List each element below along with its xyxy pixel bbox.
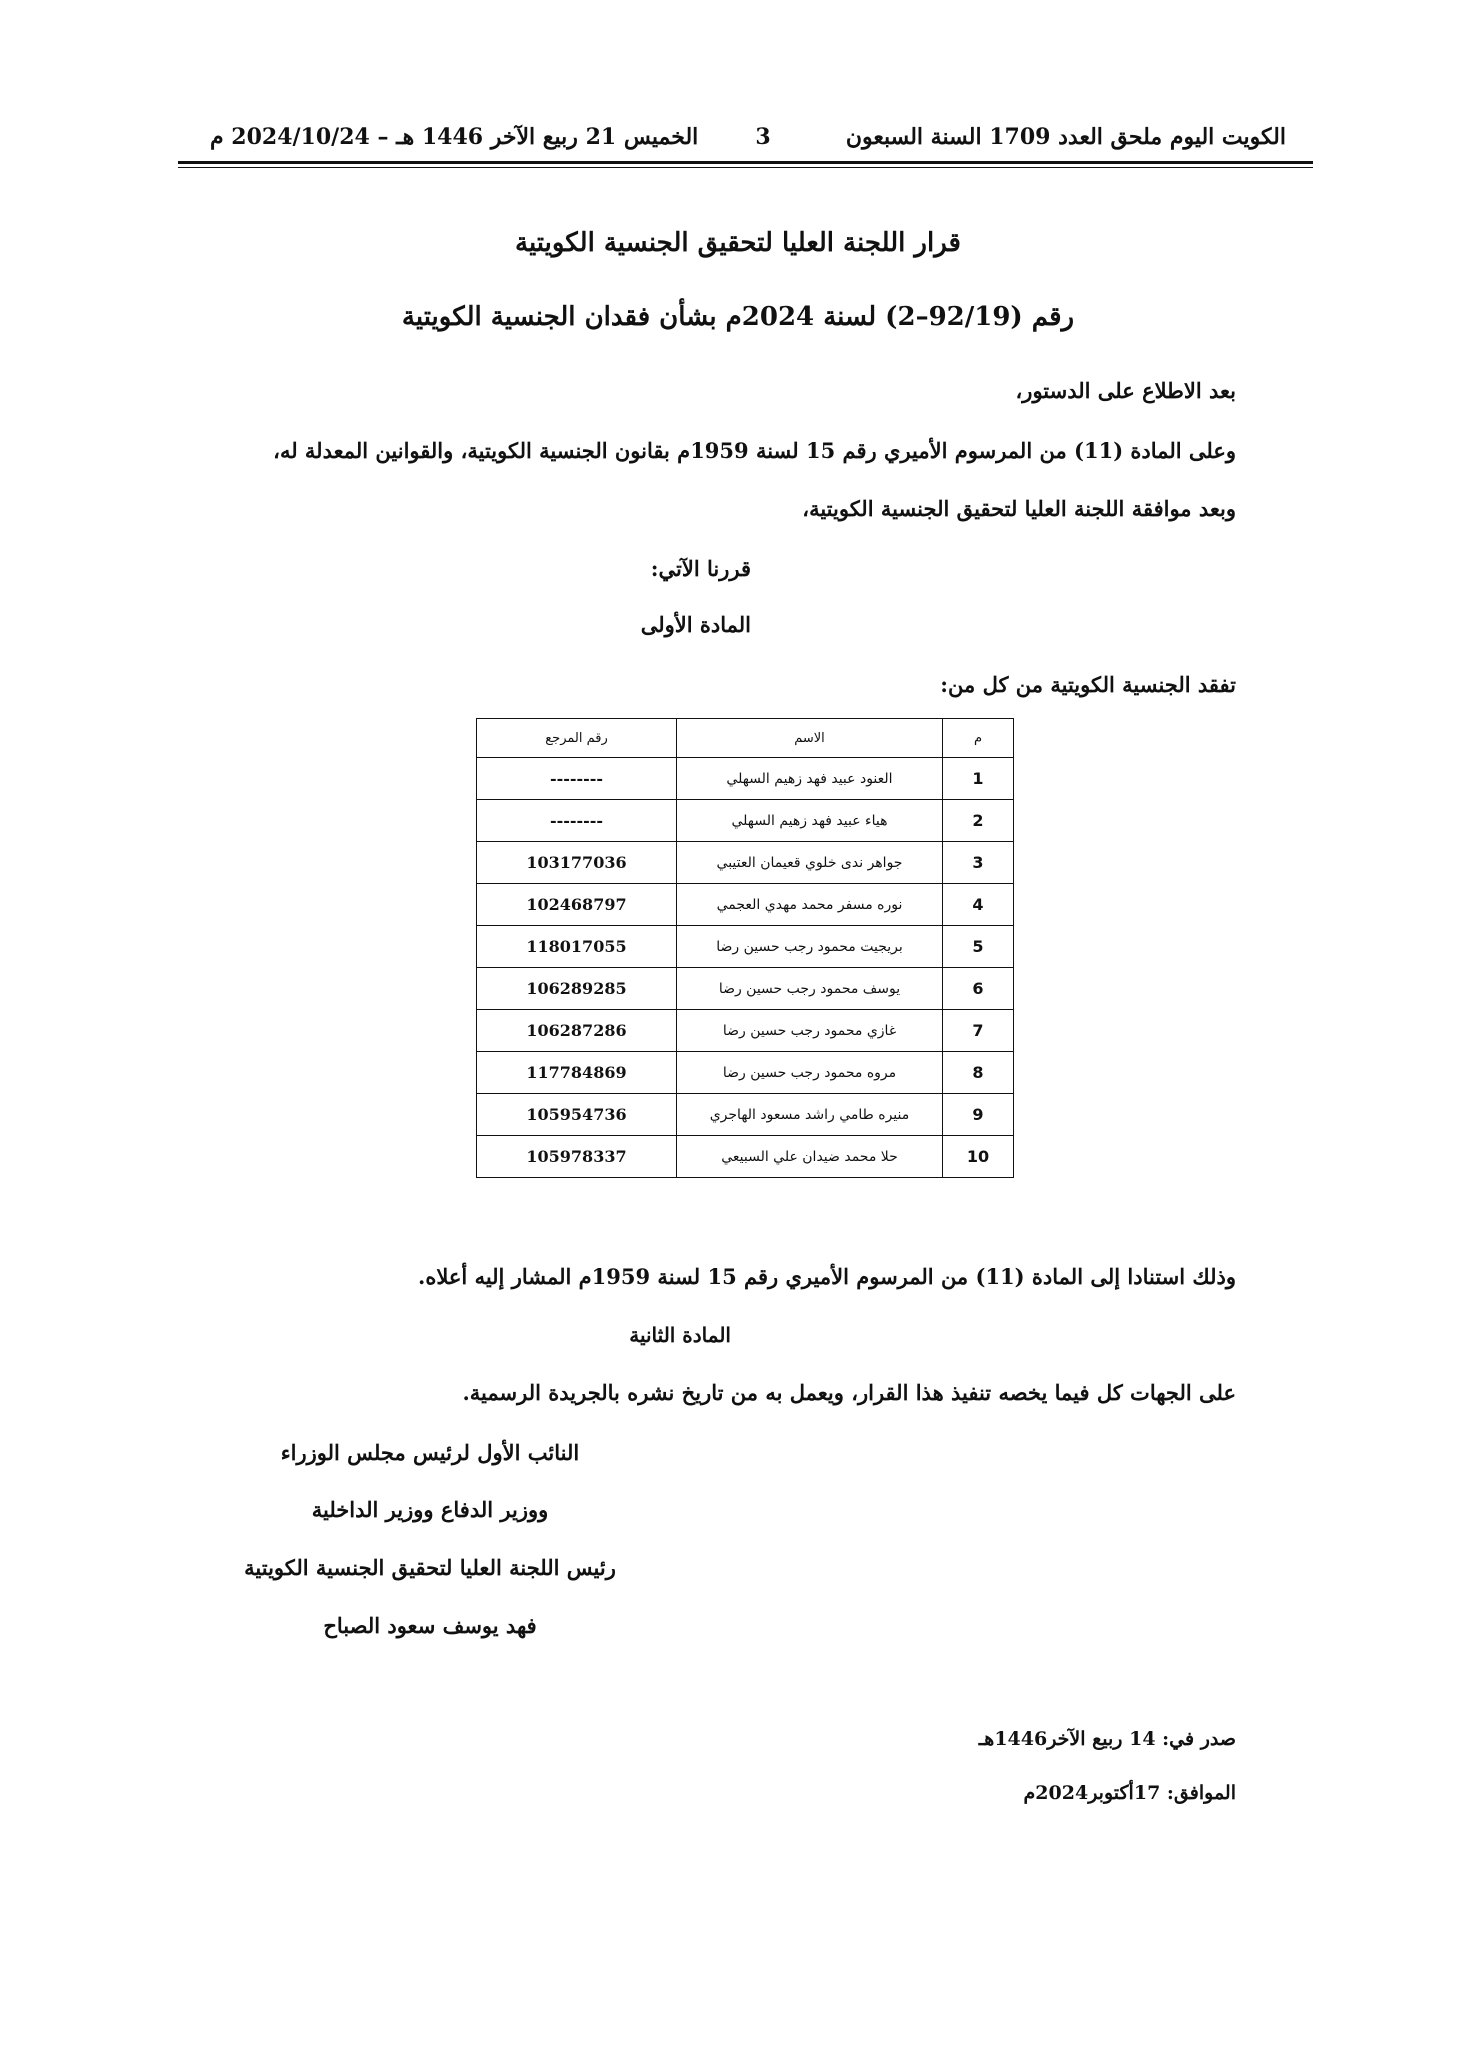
row-reference-cell: 106289285 <box>477 968 677 1010</box>
header-date-gregorian: 2024/10/24 م <box>210 124 370 150</box>
table-row <box>477 1136 1014 1178</box>
issued-date-hijri: صدر في: 14 ربيع الآخر1446هـ <box>978 1728 1236 1750</box>
table-row <box>477 758 1014 800</box>
signature-title-2: ووزير الدفاع ووزير الداخلية <box>311 1497 549 1522</box>
decision-number: رقم (92/19–2) لسنة 2024م بشأن فقدان الجنسية الكويتية <box>401 302 1075 332</box>
row-reference-cell: 118017055 <box>477 926 677 968</box>
row-reference-cell: 117784869 <box>477 1052 677 1094</box>
signature-title-3: رئيس اللجنة العليا لتحقيق الجنسية الكويتية <box>244 1555 616 1580</box>
table-row <box>477 842 1014 884</box>
table-body <box>477 758 1014 1178</box>
row-reference-cell: 105954736 <box>477 1094 677 1136</box>
row-name-cell: هياء عبيد فهد زهيم السهلي <box>677 800 943 842</box>
preamble-line-2: وعلى المادة (11) من المرسوم الأميري رقم 15 لسنة 1959م بقانون الجنسية الكويتية، والقوانين المعدلة له، <box>273 438 1236 463</box>
col-header-name: الاسم <box>677 719 943 758</box>
row-name-cell: العنود عبيد فهد زهيم السهلي <box>677 758 943 800</box>
row-reference-cell: 103177036 <box>477 842 677 884</box>
col-header-number: م <box>943 719 1014 758</box>
table-header-row <box>477 719 1014 758</box>
article-2-text: على الجهات كل فيما يخصه تنفيذ هذا القرار، ويعمل به من تاريخ نشره بالجريدة الرسمية. <box>462 1380 1236 1405</box>
header-date-hijri: الخميس 21 ربيع الآخر 1446 هـ – <box>377 124 699 150</box>
nationality-loss-table <box>476 718 1014 1178</box>
table-row <box>477 1052 1014 1094</box>
row-name-cell: نوره مسفر محمد مهدي العجمي <box>677 884 943 926</box>
col-header-reference: رقم المرجع <box>477 719 677 758</box>
signatory-name: فهد يوسف سعود الصباح <box>323 1613 537 1638</box>
row-name-cell: مروه محمود رجب حسين رضا <box>677 1052 943 1094</box>
row-reference-cell: 102468797 <box>477 884 677 926</box>
row-name-cell: حلا محمد ضيدان علي السبيعي <box>677 1136 943 1178</box>
row-number-cell: 4 <box>943 884 1014 926</box>
table-row <box>477 968 1014 1010</box>
row-name-cell: يوسف محمود رجب حسين رضا <box>677 968 943 1010</box>
row-number-cell: 9 <box>943 1094 1014 1136</box>
table-row <box>477 1010 1014 1052</box>
row-reference-cell: -------- <box>477 800 677 842</box>
header-rule-thin <box>178 167 1313 168</box>
decision-title: قرار اللجنة العليا لتحقيق الجنسية الكويتية <box>515 228 961 258</box>
row-name-cell: بريجيت محمود رجب حسين رضا <box>677 926 943 968</box>
row-number-cell: 2 <box>943 800 1014 842</box>
row-number-cell: 10 <box>943 1136 1014 1178</box>
header-date <box>210 122 698 152</box>
issued-date-gregorian: الموافق: 17أكتوبر2024م <box>1023 1782 1236 1804</box>
row-number-cell: 5 <box>943 926 1014 968</box>
row-reference-cell: 105978337 <box>477 1136 677 1178</box>
article-2-heading: المادة الثانية <box>629 1323 731 1347</box>
table-row <box>477 800 1014 842</box>
row-number-cell: 6 <box>943 968 1014 1010</box>
preamble-line-3: وبعد موافقة اللجنة العليا لتحقيق الجنسية الكويتية، <box>802 496 1236 521</box>
row-name-cell: منيره طامي راشد مسعود الهاجري <box>677 1094 943 1136</box>
row-name-cell: غازي محمود رجب حسين رضا <box>677 1010 943 1052</box>
page-number: 3 <box>755 124 771 150</box>
row-reference-cell: -------- <box>477 758 677 800</box>
table-row <box>477 1094 1014 1136</box>
header-rule-thick <box>178 161 1313 164</box>
row-name-cell: جواهر ندى خلوي قعيمان العتيبي <box>677 842 943 884</box>
row-number-cell: 7 <box>943 1010 1014 1052</box>
row-number-cell: 8 <box>943 1052 1014 1094</box>
legal-basis: وذلك استنادا إلى المادة (11) من المرسوم الأميري رقم 15 لسنة 1959م المشار إليه أعلاه. <box>418 1264 1236 1289</box>
article-1-intro: تفقد الجنسية الكويتية من كل من: <box>940 672 1236 697</box>
header-publication: الكويت اليوم ملحق العدد 1709 السنة السبعون <box>845 124 1286 150</box>
table-row <box>477 926 1014 968</box>
row-number-cell: 1 <box>943 758 1014 800</box>
preamble-line-1: بعد الاطلاع على الدستور، <box>1015 378 1236 403</box>
decided-heading: قررنا الآتي: <box>650 556 751 581</box>
article-1-heading: المادة الأولى <box>640 612 751 637</box>
row-number-cell: 3 <box>943 842 1014 884</box>
table-row <box>477 884 1014 926</box>
row-reference-cell: 106287286 <box>477 1010 677 1052</box>
signature-title-1: النائب الأول لرئيس مجلس الوزراء <box>280 1440 580 1465</box>
